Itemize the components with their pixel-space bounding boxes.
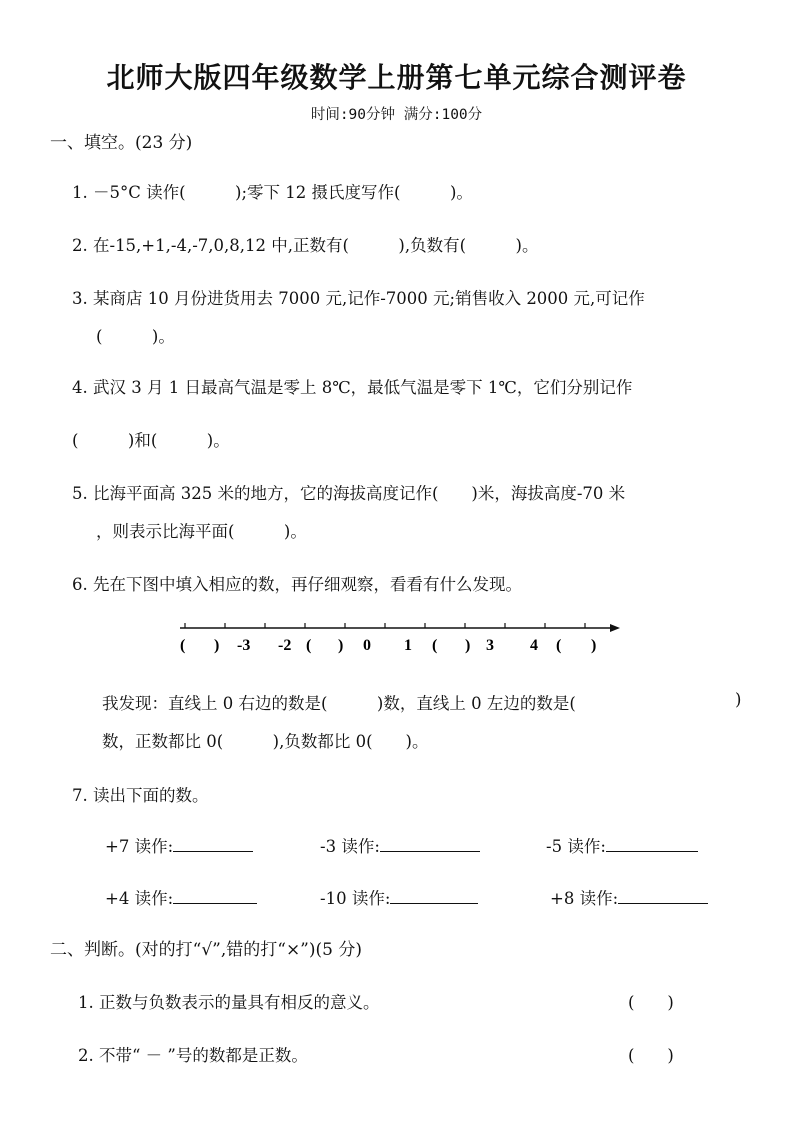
answer-line[interactable]	[390, 885, 478, 904]
number-line-label: -3	[237, 637, 251, 654]
answer-line[interactable]	[618, 885, 708, 904]
number-line-label: 0	[363, 637, 371, 654]
question-5-line-1: 5. 比海平面高 325 米的地方，它的海拔高度记作( )米，海拔高度-70 米	[72, 484, 626, 503]
question-4-line-1: 4. 武汉 3 月 1 日最高气温是零上 8℃，最低气温是零下 1℃，它们分别记作	[72, 378, 633, 397]
answer-line[interactable]	[380, 833, 480, 852]
question-6-finding-line-2: 数，正数都比 0( ),负数都比 0( )。	[102, 732, 429, 751]
read-item-4	[105, 885, 257, 909]
question-2: 2. 在-15,+1,-4,-7,0,8,12 中,正数有( ),负数有( )。	[72, 236, 539, 255]
number-line-arrow	[610, 624, 620, 632]
question-3-line-2: ( )。	[96, 327, 175, 346]
read-item-2	[320, 833, 480, 857]
judge-answer-2[interactable]: ( )	[628, 1046, 674, 1065]
question-4-line-2: ( )和( )。	[72, 431, 230, 450]
number-line-label: (	[180, 637, 186, 654]
number-line-labels	[180, 637, 596, 654]
judge-question-2: 2. 不带“ － ”号的数都是正数。	[78, 1046, 308, 1065]
section-fill-blank-heading: 一、填空。(23 分)	[50, 133, 193, 153]
number-line-label: )	[591, 637, 597, 654]
read-item-5	[320, 885, 478, 909]
number-line-figure	[170, 615, 630, 660]
section-judge-heading: 二、判断。(对的打“√”,错的打“×”)(5 分)	[50, 940, 362, 960]
question-6-finding-line-1-close: )	[735, 690, 742, 709]
answer-line[interactable]	[173, 833, 253, 852]
number-line-label: (	[306, 637, 312, 654]
exam-meta: 时间:90分钟 满分:100分	[310, 107, 483, 123]
read-item-label: -5 读作:	[546, 837, 606, 856]
question-3-line-1: 3. 某商店 10 月份进货用去 7000 元,记作-7000 元;销售收入 2000 元,可记作	[72, 289, 645, 308]
number-line-label: )	[465, 637, 471, 654]
number-line-label: 3	[486, 637, 494, 654]
question-6-finding-line-1: 我发现：直线上 0 右边的数是( )数，直线上 0 左边的数是(	[102, 694, 576, 713]
question-5-line-2: ，则表示比海平面( )。	[96, 522, 307, 541]
read-item-label: +7 读作:	[105, 837, 174, 856]
number-line-label: )	[214, 637, 220, 654]
judge-question-1: 1. 正数与负数表示的量具有相反的意义。	[78, 993, 380, 1012]
number-line-label: )	[338, 637, 344, 654]
read-item-6	[550, 885, 708, 909]
judge-answer-1[interactable]: ( )	[628, 993, 674, 1012]
read-item-label: -10 读作:	[320, 889, 391, 908]
number-line-label: (	[556, 637, 562, 654]
question-7: 7. 读出下面的数。	[72, 786, 209, 805]
read-item-label: +4 读作:	[105, 889, 174, 908]
answer-line[interactable]	[606, 833, 698, 852]
read-item-label: -3 读作:	[320, 837, 380, 856]
question-1: 1. －5°C 读作( );零下 12 摄氏度写作( )。	[72, 183, 473, 202]
number-line-label: (	[432, 637, 438, 654]
number-line-label: 4	[530, 637, 538, 654]
number-line-label: -2	[278, 637, 292, 654]
question-6: 6. 先在下图中填入相应的数，再仔细观察，看看有什么发现。	[72, 575, 522, 594]
read-item-3	[546, 833, 698, 857]
read-item-label: +8 读作:	[550, 889, 619, 908]
read-item-1	[105, 833, 253, 857]
answer-line[interactable]	[173, 885, 257, 904]
number-line-label: 1	[404, 637, 412, 654]
page-title: 北师大版四年级数学上册第七单元综合测评卷	[106, 61, 687, 94]
